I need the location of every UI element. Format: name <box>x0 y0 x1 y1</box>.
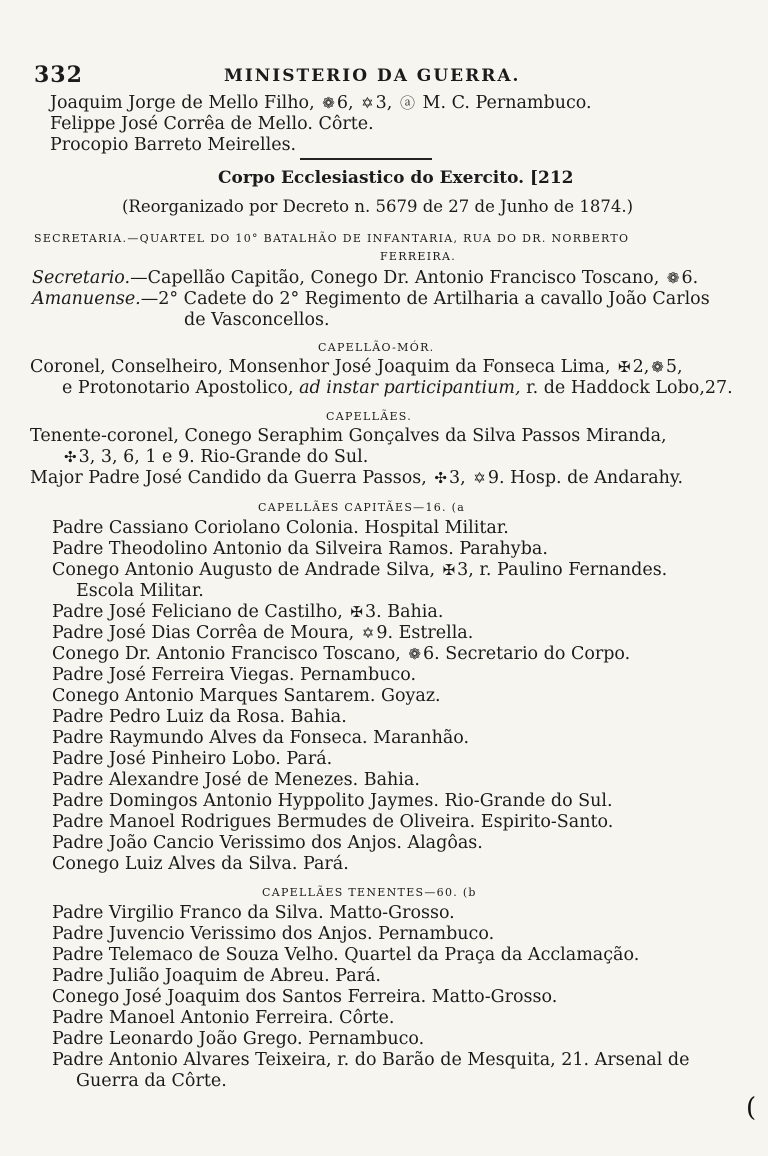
entry-text: Coronel, Conselheiro, Monsenhor José Joaquim da Fonseca Lima, <box>30 357 611 377</box>
list-item: Conego Luiz Alves da Silva. Pará. <box>52 854 349 874</box>
entry-tail: 3, r. Paulino Fernandes. <box>457 560 668 580</box>
entry-text: e Protonotario Apostolico, <box>62 378 294 398</box>
rose-icon: ❁ <box>651 358 664 376</box>
decoration-number: 5, <box>665 357 683 377</box>
entry-joaquim <box>50 93 592 114</box>
christ-star-icon: ✡ <box>361 624 375 642</box>
capellaes-entry-3 <box>30 468 683 489</box>
reorg-note: (Reorganizado por Decreto n. 5679 de 27 de Junho de 1874.) <box>122 197 634 216</box>
list-item: Padre João Cancio Verissimo dos Anjos. Alagôas. <box>52 833 483 853</box>
christ-star-icon: ✡ <box>361 94 374 112</box>
list-item: Padre Pedro Luiz da Rosa. Bahia. <box>52 707 347 727</box>
list-item: Padre Leonardo João Grego. Pernambuco. <box>52 1029 425 1049</box>
cross-icon: ✠ <box>618 358 631 376</box>
list-item: Padre Domingos Antonio Hyppolito Jaymes. Rio-Grande do Sul. <box>52 791 613 811</box>
list-item: Padre José Ferreira Viegas. Pernambuco. <box>52 665 417 685</box>
list-item: Padre Antonio Alvares Teixeira, r. do Barão de Mesquita, 21. Arsenal de <box>52 1050 690 1070</box>
secretaria-line-2: FERREIRA. <box>380 250 457 263</box>
latin-phrase: ad instar participantium, <box>299 378 521 398</box>
list-item: Padre Juvencio Verissimo dos Anjos. Pernambuco. <box>52 924 495 944</box>
page-number: 332 <box>34 62 83 88</box>
entry-text: —Capellão Capitão, Conego Dr. Antonio Francisco Toscano, <box>130 268 660 288</box>
list-item: Padre Virgilio Franco da Silva. Matto-Grosso. <box>52 903 455 923</box>
capellao-mor-entry-2 <box>62 378 733 399</box>
list-item: Padre Raymundo Alves da Fonseca. Maranhão. <box>52 728 470 748</box>
rose-cross-icon: ✣ <box>64 448 77 466</box>
capitaes-heading: CAPELLÃES CAPITÃES—16. (a <box>258 501 466 514</box>
list-item: Padre Telemaco de Souza Velho. Quartel da Praça da Acclamação. <box>52 945 640 965</box>
capellao-mor-heading: CAPELLÃO-MÓR. <box>318 341 435 354</box>
list-item-continued: Escola Militar. <box>76 581 204 601</box>
list-item: Padre José Pinheiro Lobo. Pará. <box>52 749 333 769</box>
list-item <box>52 602 443 623</box>
capellao-mor-entry <box>30 357 683 378</box>
entry-text: Conego Antonio Augusto de Andrade Silva, <box>52 560 436 580</box>
entry-label: Secretario. <box>32 268 131 288</box>
list-item <box>52 644 630 665</box>
rose-icon: ❁ <box>322 94 335 112</box>
decoration-number: 6, <box>336 93 354 113</box>
entry-procopio: Procopio Barreto Meirelles. <box>50 135 297 155</box>
entry-text: —2° Cadete do 2° Regimento de Artilharia a cavallo João Carlos <box>140 289 710 309</box>
rose-icon: ❁ <box>666 269 680 287</box>
avis-icon: ⓐ <box>399 94 415 112</box>
amanuense-entry <box>32 289 710 310</box>
entry-felippe: Felippe José Corrêa de Mello. Côrte. <box>50 114 374 134</box>
secretario-entry <box>32 268 698 289</box>
entry-text: 3, 3, 6, 1 e 9. Rio-Grande do Sul. <box>78 447 369 467</box>
entry-address: r. de Haddock Lobo,27. <box>526 378 733 398</box>
entry-text: Major Padre José Candido da Guerra Passos, <box>30 468 427 488</box>
page-header <box>34 62 704 88</box>
decoration-number: 6. <box>681 268 699 288</box>
list-item: Padre Alexandre José de Menezes. Bahia. <box>52 770 420 790</box>
running-head: MINISTERIO DA GUERRA. <box>224 66 521 86</box>
entry-tail: 9. Estrella. <box>376 623 474 643</box>
christ-star-icon: ✡ <box>473 469 486 487</box>
secretaria-line: SECRETARIA.—QUARTEL DO 10° BATALHÃO DE INFANTARIA, RUA DO DR. NORBERTO <box>34 232 630 245</box>
list-item: Padre Manoel Rodrigues Bermudes de Oliveira. Espirito-Santo. <box>52 812 614 832</box>
entry-text: Joaquim Jorge de Mello Filho, <box>50 93 315 113</box>
amanuense-entry-2: de Vasconcellos. <box>184 310 330 330</box>
entry-text: Padre José Feliciano de Castilho, <box>52 602 343 622</box>
list-item: Padre Theodolino Antonio da Silveira Ramos. Parahyba. <box>52 539 548 559</box>
entry-tail: M. C. Pernambuco. <box>422 93 592 113</box>
capellaes-entry-2 <box>62 447 368 468</box>
list-item <box>52 560 667 581</box>
decoration-number: 2, <box>632 357 650 377</box>
rose-icon: ❁ <box>408 645 421 663</box>
capellaes-entry-1: Tenente-coronel, Conego Seraphim Gonçalves da Silva Passos Miranda, <box>30 426 667 446</box>
list-item: Padre Julião Joaquim de Abreu. Pará. <box>52 966 381 986</box>
entry-text: Conego Dr. Antonio Francisco Toscano, <box>52 644 401 664</box>
tenentes-heading: CAPELLÃES TENENTES—60. (b <box>262 886 477 899</box>
decoration-number: 3, <box>448 468 466 488</box>
list-item: Padre Manoel Antonio Ferreira. Côrte. <box>52 1008 395 1028</box>
list-item: Conego Antonio Marques Santarem. Goyaz. <box>52 686 441 706</box>
entry-text: Padre José Dias Corrêa de Moura, <box>52 623 355 643</box>
entry-tail: 3. Bahia. <box>364 602 444 622</box>
list-item-continued: Guerra da Côrte. <box>76 1071 227 1091</box>
entry-label: Amanuense. <box>32 289 141 309</box>
entry-tail: 6. Secretario do Corpo. <box>422 644 631 664</box>
list-item: Conego José Joaquim dos Santos Ferreira. Matto-Grosso. <box>52 987 558 1007</box>
rose-cross-icon: ✣ <box>434 469 447 487</box>
cross-icon: ✠ <box>442 561 456 579</box>
corpo-title: Corpo Ecclesiastico do Exercito. [212 <box>218 168 574 188</box>
list-item <box>52 623 473 644</box>
list-item: Padre Cassiano Coriolano Colonia. Hospital Militar. <box>52 518 509 538</box>
capellaes-heading: CAPELLÃES. <box>326 410 413 423</box>
entry-tail: 9. Hosp. de Andarahy. <box>487 468 684 488</box>
cross-icon: ✠ <box>350 603 363 621</box>
section-rule <box>300 158 432 160</box>
margin-bracket-mark: ( <box>746 1093 757 1123</box>
decoration-number: 3, <box>375 93 393 113</box>
